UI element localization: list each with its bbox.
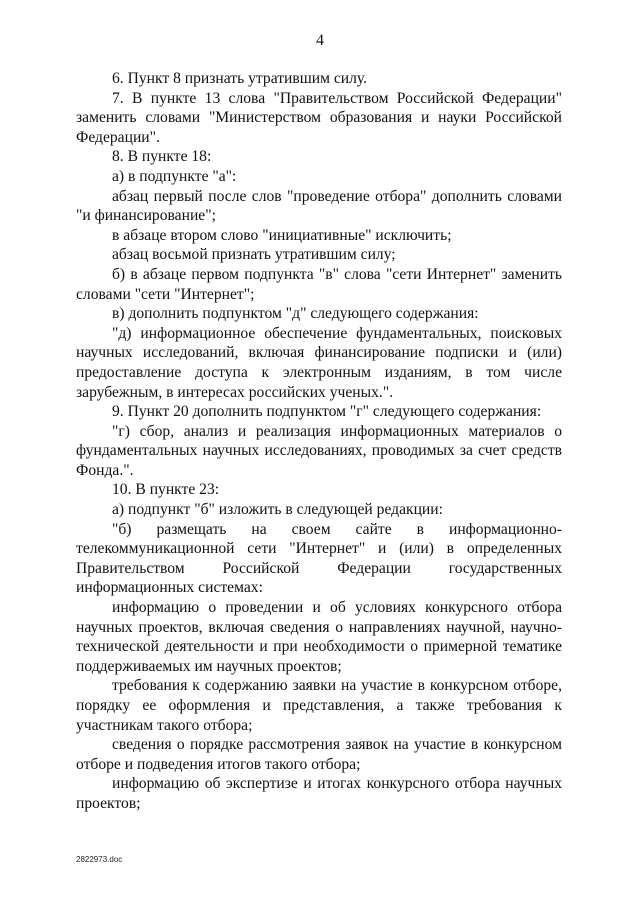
paragraph-item-6: 6. Пункт 8 признать утратившим силу. bbox=[112, 70, 368, 87]
paragraph-item-9: 9. Пункт 20 дополнить подпунктом "г" следующего содержания: bbox=[112, 403, 542, 421]
page-number: 4 bbox=[316, 32, 324, 49]
paragraph-sub-b: б) в абзаце первом подпункта "в" слова "сети Интернет" заменить словами "сети "Интернет"; bbox=[76, 265, 562, 303]
paragraph-review-procedure: сведения о порядке рассмотрения заявок на участие в конкурсном отборе и подведения итогов такого отбора; bbox=[76, 736, 562, 773]
paragraph-sub-d-text: "д) информационное обеспечение фундаментальных, поисковых научных исследований, включая финансирование подписки и (или) предоставление доступа к электронным изданиям, в том числе зарубежным, в интересах российских ученых.". bbox=[76, 324, 562, 401]
paragraph-sub-g-text: "г) сбор, анализ и реализация информационных материалов о фундаментальных научных исследованиях, проводимых за счет средств Фонда.". bbox=[76, 422, 562, 479]
paragraph-sub-a-23: а) подпункт "б" изложить в следующей редакции: bbox=[112, 501, 443, 519]
paragraph-item-7: 7. В пункте 13 слова "Правительством Российской Федерации" заменить словами "Министерством образования и науки Российской Федерации". bbox=[76, 89, 562, 146]
paragraph-sub-v: в) дополнить подпунктом "д" следующего содержания: bbox=[112, 305, 479, 323]
paragraph-expertise-results: информацию об экспертизе и итогах конкурсного отбора научных проектов; bbox=[76, 775, 562, 812]
paragraph-info-conditions: информацию о проведении и об условиях конкурсного отбора научных проектов, включая сведения о направлениях научной, научно-технической деятельности и при необходимости о примерной тематике поддерживаемых им научных проектов; bbox=[76, 599, 562, 675]
paragraph-abzac-first: абзац первый после слов "проведение отбора" дополнить словами "и финансирование"; bbox=[76, 187, 562, 225]
paragraph-abzac-second: в абзаце втором слово "инициативные" исключить; bbox=[112, 226, 452, 244]
paragraph-sub-a: а) в подпункте "а": bbox=[112, 167, 237, 185]
paragraph-sub-b-text: "б) размещать на своем сайте в информационно-телекоммуникационной сети "Интернет" и (или) в определенных Правительством Российской Федерации государственных информационных системах: bbox=[76, 520, 562, 597]
paragraph-item-8: 8. В пункте 18: bbox=[112, 148, 212, 166]
footer-document-code: 2822973.doc bbox=[76, 855, 123, 864]
paragraph-item-10: 10. В пункте 23: bbox=[112, 481, 220, 499]
paragraph-requirements: требования к содержанию заявки на участие в конкурсном отборе, порядку ее оформления и представления, а также требования к участникам такого отбора; bbox=[76, 677, 562, 734]
document-body bbox=[76, 69, 562, 814]
paragraph-abzac-eighth: абзац восьмой признать утратившим силу; bbox=[112, 246, 396, 264]
